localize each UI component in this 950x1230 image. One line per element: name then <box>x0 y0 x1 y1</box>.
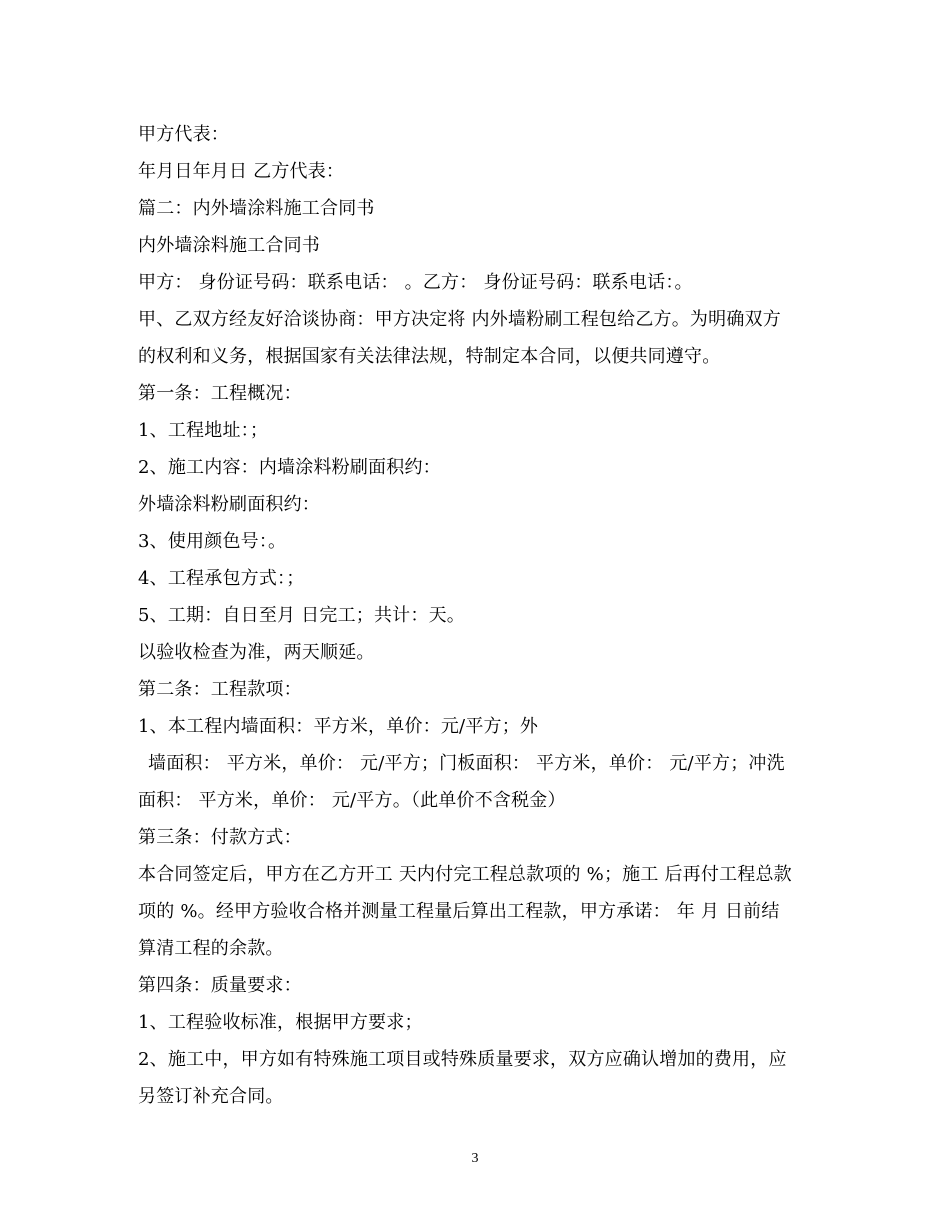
page-number: 3 <box>471 1151 479 1166</box>
article-2-item-1: 1、本工程内墙面积：平方米，单价：元/平方；外 <box>138 716 539 737</box>
article-1-item-4: 4、工程承包方式：； <box>138 568 305 589</box>
article-2-heading: 第二条：工程款项： <box>138 679 302 700</box>
article-3-para-line-3: 算清工程的余款。 <box>138 938 284 959</box>
preamble-line-2: 的权利和义务，根据国家有关法律法规，特制定本合同，以便共同遵守。 <box>138 346 721 367</box>
preamble-line-1: 甲、乙双方经友好洽谈协商：甲方决定将 内外墙粉刷工程包给乙方。为明确双方 <box>138 309 781 330</box>
article-1-heading: 第一条：工程概况： <box>138 383 302 404</box>
article-3-para-line-1: 本合同签定后，甲方在乙方开工 天内付完工程总款项的 %；施工 后再付工程总款 <box>138 864 792 885</box>
article-2-item-1-cont-2: 面积： 平方米，单价： 元/平方。（此单价不含税金） <box>138 790 566 811</box>
signature-dates-line: 年月日年月日 乙方代表： <box>138 161 345 182</box>
article-2-item-1-cont-1: 墙面积： 平方米，单价： 元/平方；门板面积： 平方米，单价： 元/平方；冲洗 <box>148 753 785 774</box>
article-1-item-1: 1、工程地址：； <box>138 420 269 441</box>
article-4-item-1: 1、工程验收标准，根据甲方要求； <box>138 1012 423 1033</box>
article-1-item-5: 5、工期：自日至月 日完工；共计：天。 <box>138 605 465 626</box>
article-4-item-2-cont: 另签订补充合同。 <box>138 1086 284 1107</box>
contract-title: 内外墙涂料施工合同书 <box>138 235 320 256</box>
article-3-heading: 第三条：付款方式： <box>138 827 302 848</box>
document-body <box>138 116 818 1115</box>
parties-info-line: 甲方： 身份证号码：联系电话： 。乙方： 身份证号码：联系电话：。 <box>138 272 693 293</box>
party-a-representative: 甲方代表： <box>138 124 229 145</box>
article-1-item-2-cont: 外墙涂料粉刷面积约： <box>138 494 320 515</box>
article-1-item-2: 2、施工内容：内墙涂料粉刷面积约： <box>138 457 441 478</box>
article-1-item-3: 3、使用颜色号：。 <box>138 531 287 552</box>
article-4-item-2: 2、施工中，甲方如有特殊施工项目或特殊质量要求，双方应确认增加的费用，应 <box>138 1049 787 1070</box>
article-3-para-line-2: 项的 %。经甲方验收合格并测量工程量后算出工程款，甲方承诺： 年 月 日前结 <box>138 901 780 922</box>
article-1-note: 以验收检查为准，两天顺延。 <box>138 642 375 663</box>
section-heading: 篇二：内外墙涂料施工合同书 <box>138 198 375 219</box>
article-4-heading: 第四条：质量要求： <box>138 975 302 996</box>
